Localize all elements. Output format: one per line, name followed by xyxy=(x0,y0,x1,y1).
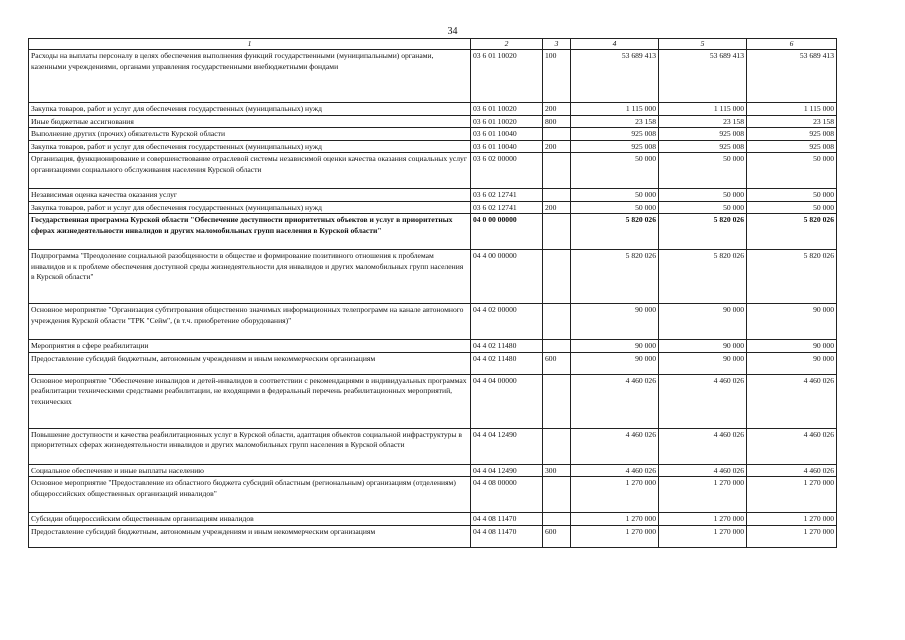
row-amount-col6-cell: 90 000 xyxy=(747,304,837,340)
row-amount-col6-cell: 90 000 xyxy=(747,352,837,374)
row-amount-col6-cell: 1 270 000 xyxy=(747,513,837,526)
row-name-cell: Закупка товаров, работ и услуг для обеспечения государственных (муниципальных) нужд xyxy=(29,140,471,153)
row-amount-col6-cell: 4 460 026 xyxy=(747,464,837,477)
row-amount-col6-cell: 4 460 026 xyxy=(747,374,837,428)
row-amount-col6-cell: 1 115 000 xyxy=(747,103,837,116)
row-amount-col4-cell: 50 000 xyxy=(571,189,659,202)
table-row xyxy=(29,525,837,547)
table-header-row xyxy=(29,39,837,50)
row-expense-type-cell: 600 xyxy=(543,525,571,547)
row-amount-col6-cell: 4 460 026 xyxy=(747,428,837,464)
row-amount-col5-cell: 925 008 xyxy=(659,128,747,141)
column-header: 4 xyxy=(571,39,659,50)
table-row xyxy=(29,304,837,340)
row-code-cell: 04 4 08 00000 xyxy=(471,477,543,513)
row-amount-col6-cell: 1 270 000 xyxy=(747,477,837,513)
row-code-cell: 04 4 04 12490 xyxy=(471,428,543,464)
row-amount-col5-cell: 53 689 413 xyxy=(659,50,747,103)
row-amount-col6-cell: 925 008 xyxy=(747,128,837,141)
row-amount-col4-cell: 90 000 xyxy=(571,352,659,374)
row-amount-col5-cell: 1 270 000 xyxy=(659,525,747,547)
row-code-cell: 04 4 02 11480 xyxy=(471,352,543,374)
column-header: 2 xyxy=(471,39,543,50)
row-code-cell: 04 4 04 12490 xyxy=(471,464,543,477)
row-code-cell: 04 4 04 00000 xyxy=(471,374,543,428)
row-name-cell: Предоставление субсидий бюджетным, автономным учреждениям и иным некоммерческим организациям xyxy=(29,352,471,374)
table-row xyxy=(29,250,837,304)
column-header: 6 xyxy=(747,39,837,50)
table-row xyxy=(29,477,837,513)
row-code-cell: 04 4 02 00000 xyxy=(471,304,543,340)
row-code-cell: 03 6 02 12741 xyxy=(471,201,543,214)
row-amount-col4-cell: 90 000 xyxy=(571,304,659,340)
row-amount-col4-cell: 1 270 000 xyxy=(571,513,659,526)
row-amount-col6-cell: 5 820 026 xyxy=(747,250,837,304)
row-expense-type-cell xyxy=(543,189,571,202)
row-name-cell: Закупка товаров, работ и услуг для обеспечения государственных (муниципальных) нужд xyxy=(29,201,471,214)
row-amount-col5-cell: 90 000 xyxy=(659,352,747,374)
row-amount-col5-cell: 1 115 000 xyxy=(659,103,747,116)
row-amount-col6-cell: 50 000 xyxy=(747,201,837,214)
row-name-cell: Подпрограмма "Преодоление социальной разобщенности в обществе и формирование позитивного отношения к проблемам инвалидов и к проблеме обеспечения доступной среды жизнедеятельности для инвалидов и других маломобильных групп населения в Курской области" xyxy=(29,250,471,304)
page-number: 34 xyxy=(447,26,458,37)
row-amount-col5-cell: 4 460 026 xyxy=(659,374,747,428)
column-header: 1 xyxy=(29,39,471,50)
row-expense-type-cell: 600 xyxy=(543,352,571,374)
column-header: 3 xyxy=(543,39,571,50)
table-row xyxy=(29,214,837,250)
table-row xyxy=(29,374,837,428)
row-expense-type-cell xyxy=(543,477,571,513)
row-amount-col4-cell: 925 008 xyxy=(571,128,659,141)
column-header: 5 xyxy=(659,39,747,50)
row-amount-col5-cell: 5 820 026 xyxy=(659,250,747,304)
row-amount-col5-cell: 4 460 026 xyxy=(659,428,747,464)
table-row xyxy=(29,189,837,202)
table-row xyxy=(29,464,837,477)
row-code-cell: 04 4 08 11470 xyxy=(471,525,543,547)
budget-table xyxy=(28,38,837,548)
row-expense-type-cell: 100 xyxy=(543,50,571,103)
row-amount-col6-cell: 50 000 xyxy=(747,189,837,202)
row-name-cell: Выполнение других (прочих) обязательств Курской области xyxy=(29,128,471,141)
row-amount-col4-cell: 90 000 xyxy=(571,340,659,353)
row-amount-col4-cell: 1 115 000 xyxy=(571,103,659,116)
table-row xyxy=(29,128,837,141)
row-amount-col6-cell: 23 158 xyxy=(747,115,837,128)
table-row xyxy=(29,140,837,153)
table-row xyxy=(29,115,837,128)
row-amount-col4-cell: 50 000 xyxy=(571,201,659,214)
row-name-cell: Основное мероприятие "Предоставление из областного бюджета субсидий областным (региональным) организациям (отделениям) общероссийских общественных организаций инвалидов" xyxy=(29,477,471,513)
row-name-cell: Основное мероприятие "Обеспечение инвалидов и детей-инвалидов в соответствии с рекомендациями в индивидуальных программах реабилитации техническими средствами реабилитации, не входящими в федеральный перечень реабилитационных мероприятий, технических xyxy=(29,374,471,428)
row-amount-col4-cell: 5 820 026 xyxy=(571,250,659,304)
row-amount-col5-cell: 1 270 000 xyxy=(659,513,747,526)
row-amount-col6-cell: 5 820 026 xyxy=(747,214,837,250)
row-amount-col5-cell: 90 000 xyxy=(659,304,747,340)
row-code-cell: 03 6 01 10040 xyxy=(471,140,543,153)
row-name-cell: Социальное обеспечение и иные выплаты населению xyxy=(29,464,471,477)
row-amount-col4-cell: 4 460 026 xyxy=(571,464,659,477)
row-code-cell: 04 4 00 00000 xyxy=(471,250,543,304)
row-name-cell: Независимая оценка качества оказания услуг xyxy=(29,189,471,202)
row-code-cell: 03 6 01 10020 xyxy=(471,103,543,116)
row-expense-type-cell xyxy=(543,428,571,464)
row-expense-type-cell xyxy=(543,128,571,141)
row-expense-type-cell: 200 xyxy=(543,201,571,214)
row-expense-type-cell: 800 xyxy=(543,115,571,128)
row-amount-col5-cell: 23 158 xyxy=(659,115,747,128)
row-code-cell: 03 6 02 00000 xyxy=(471,153,543,189)
table-row xyxy=(29,50,837,103)
row-name-cell: Основное мероприятие "Организация субтитрования общественно значимых информационных телепрограмм на канале автономного учреждения Курской области "ТРК "Сейм", (в т.ч. приобретение оборудования)" xyxy=(29,304,471,340)
row-name-cell: Закупка товаров, работ и услуг для обеспечения государственных (муниципальных) нужд xyxy=(29,103,471,116)
row-expense-type-cell: 200 xyxy=(543,103,571,116)
row-amount-col6-cell: 925 008 xyxy=(747,140,837,153)
row-amount-col4-cell: 50 000 xyxy=(571,153,659,189)
row-expense-type-cell xyxy=(543,513,571,526)
row-amount-col5-cell: 50 000 xyxy=(659,189,747,202)
row-code-cell: 03 6 01 10020 xyxy=(471,50,543,103)
row-amount-col4-cell: 1 270 000 xyxy=(571,477,659,513)
row-expense-type-cell xyxy=(543,374,571,428)
row-amount-col4-cell: 4 460 026 xyxy=(571,428,659,464)
row-name-cell: Субсидии общероссийским общественным организациям инвалидов xyxy=(29,513,471,526)
row-amount-col5-cell: 5 820 026 xyxy=(659,214,747,250)
row-amount-col4-cell: 925 008 xyxy=(571,140,659,153)
table-row xyxy=(29,513,837,526)
row-amount-col5-cell: 50 000 xyxy=(659,201,747,214)
row-amount-col5-cell: 4 460 026 xyxy=(659,464,747,477)
row-code-cell: 03 6 01 10040 xyxy=(471,128,543,141)
row-code-cell: 03 6 01 10020 xyxy=(471,115,543,128)
table-row xyxy=(29,153,837,189)
row-amount-col4-cell: 4 460 026 xyxy=(571,374,659,428)
row-name-cell: Расходы на выплаты персоналу в целях обеспечения выполнения функций государственными (муниципальными) органами, казенными учреждениями, органами управления государственными внебюджетными фондами xyxy=(29,50,471,103)
row-amount-col6-cell: 53 689 413 xyxy=(747,50,837,103)
row-amount-col5-cell: 925 008 xyxy=(659,140,747,153)
row-name-cell: Государственная программа Курской области "Обеспечение доступности приоритетных объектов и услуг в приоритетных сферах жизнедеятельности инвалидов и других маломобильных групп населения в Курской области" xyxy=(29,214,471,250)
table-row xyxy=(29,428,837,464)
row-name-cell: Мероприятия в сфере реабилитации xyxy=(29,340,471,353)
table-row xyxy=(29,340,837,353)
row-code-cell: 04 4 08 11470 xyxy=(471,513,543,526)
row-amount-col4-cell: 5 820 026 xyxy=(571,214,659,250)
row-expense-type-cell: 300 xyxy=(543,464,571,477)
row-amount-col5-cell: 50 000 xyxy=(659,153,747,189)
row-name-cell: Предоставление субсидий бюджетным, автономным учреждениям и иным некоммерческим организациям xyxy=(29,525,471,547)
table-row xyxy=(29,201,837,214)
row-code-cell: 04 0 00 00000 xyxy=(471,214,543,250)
row-expense-type-cell: 200 xyxy=(543,140,571,153)
row-code-cell: 04 4 02 11480 xyxy=(471,340,543,353)
row-amount-col6-cell: 90 000 xyxy=(747,340,837,353)
row-amount-col5-cell: 1 270 000 xyxy=(659,477,747,513)
row-amount-col4-cell: 53 689 413 xyxy=(571,50,659,103)
row-expense-type-cell xyxy=(543,250,571,304)
row-amount-col6-cell: 50 000 xyxy=(747,153,837,189)
table-row xyxy=(29,352,837,374)
row-amount-col4-cell: 23 158 xyxy=(571,115,659,128)
row-expense-type-cell xyxy=(543,214,571,250)
row-amount-col5-cell: 90 000 xyxy=(659,340,747,353)
row-name-cell: Организация, функционирование и совершенствование отраслевой системы независимой оценки качества оказания социальных услуг организациями социального обслуживания населения Курской области xyxy=(29,153,471,189)
row-amount-col6-cell: 1 270 000 xyxy=(747,525,837,547)
row-name-cell: Иные бюджетные ассигнования xyxy=(29,115,471,128)
row-expense-type-cell xyxy=(543,153,571,189)
table-row xyxy=(29,103,837,116)
table-body xyxy=(29,50,837,548)
row-name-cell: Повышение доступности и качества реабилитационных услуг в Курской области, адаптация объектов социальной инфраструктуры в приоритетных сферах жизнедеятельности инвалидов и других маломобильных групп населения в Курской области xyxy=(29,428,471,464)
row-code-cell: 03 6 02 12741 xyxy=(471,189,543,202)
row-expense-type-cell xyxy=(543,304,571,340)
row-expense-type-cell xyxy=(543,340,571,353)
row-amount-col4-cell: 1 270 000 xyxy=(571,525,659,547)
